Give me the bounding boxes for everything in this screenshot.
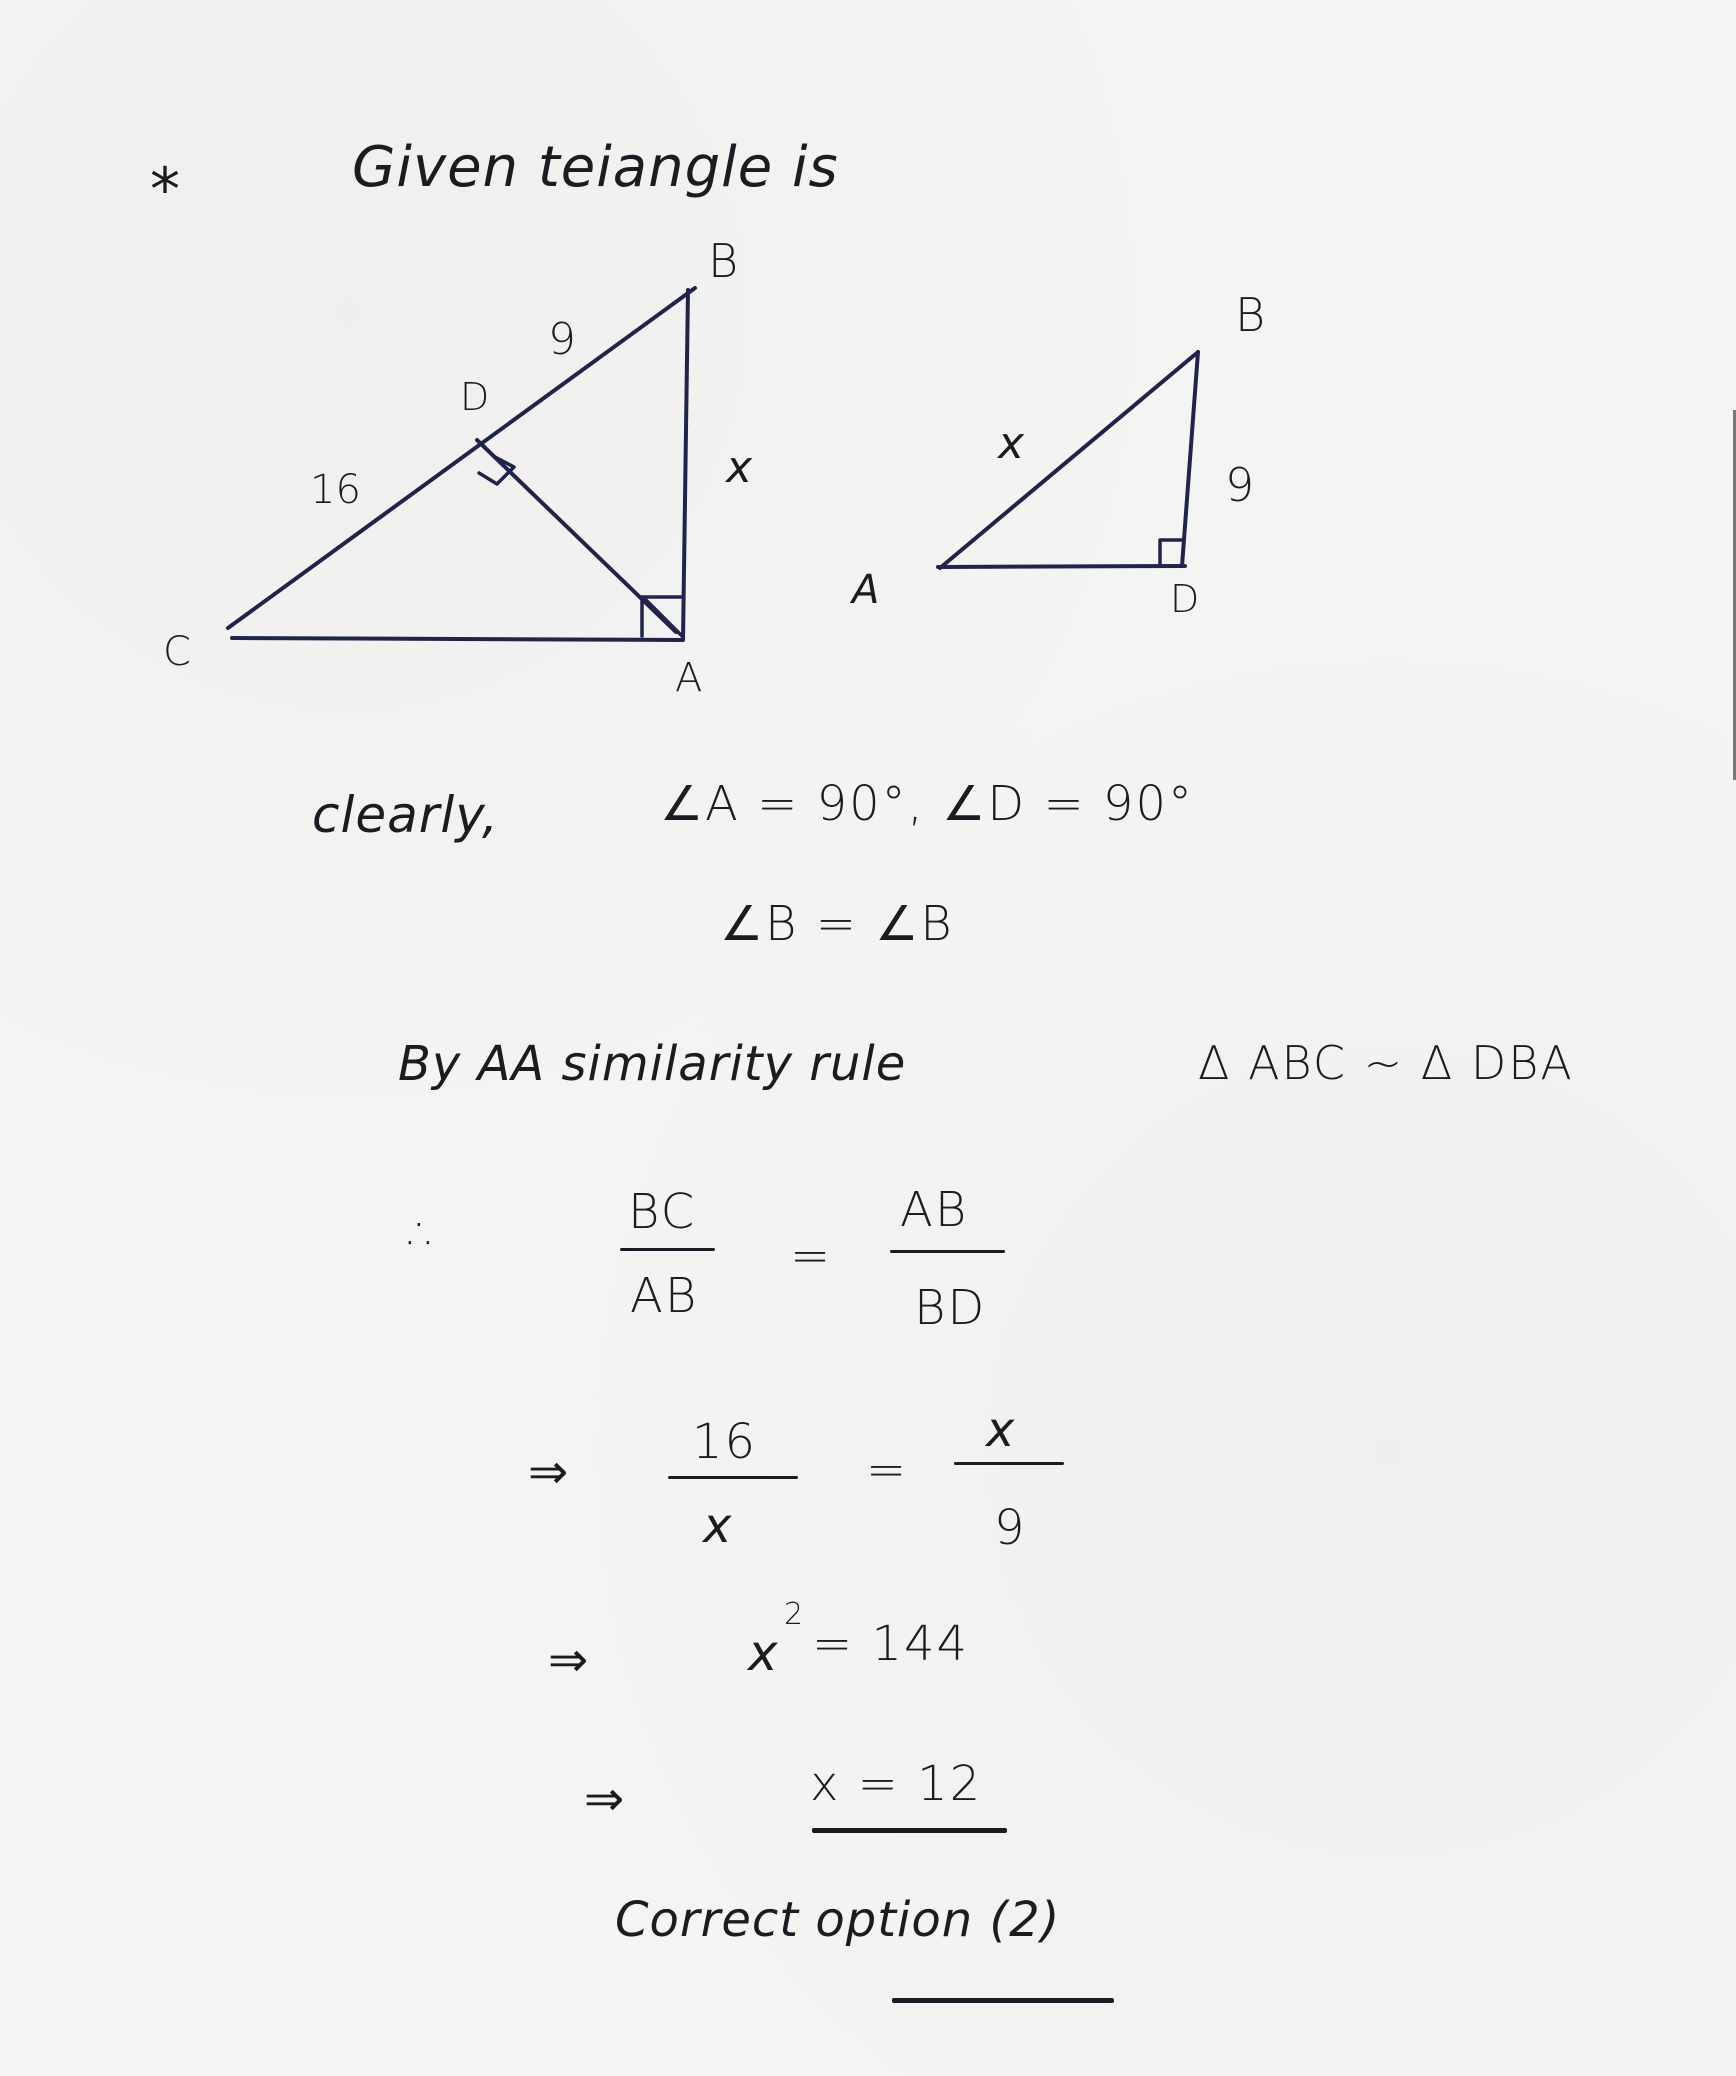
label-c1: C (163, 629, 191, 675)
triangle-adb (938, 352, 1198, 568)
right-angle-mark-a (641, 597, 682, 636)
square-lhs: x (748, 1624, 780, 1682)
ratio1-left-numerator: BC (628, 1184, 697, 1240)
answer-text: Correct option (2) (615, 1892, 1061, 1948)
ratio1-right-numerator: AB (900, 1182, 969, 1238)
label-bd2-length: 9 (1225, 458, 1255, 512)
ratio2-left-numerator: 16 (692, 1414, 758, 1470)
implies-arrow-2: ⇒ (548, 1632, 591, 1688)
ratio2-right-bar (954, 1462, 1064, 1465)
therefore-symbol: ∴ (408, 1206, 441, 1262)
ratio2-equals: = (866, 1442, 909, 1498)
similarity-statement: Δ ABC ~ Δ DBA (1198, 1036, 1574, 1090)
right-angle-mark-d2 (1160, 540, 1182, 566)
heading-text: Given teiangle is (352, 135, 839, 200)
ratio2-left-denominator: x (703, 1498, 734, 1554)
square-rhs: = 144 (812, 1616, 970, 1672)
square-exponent: 2 (784, 1597, 806, 1632)
label-b2: B (1235, 288, 1266, 342)
heading-marker: * (150, 155, 181, 225)
label-d2: D (1170, 577, 1200, 621)
ratio2-right-numerator: x (986, 1402, 1017, 1458)
ratio1-right-denominator: BD (914, 1280, 987, 1336)
label-a2: A (852, 567, 880, 613)
ratio2-left-bar (668, 1476, 798, 1479)
label-ab2-length: x (998, 418, 1025, 469)
similarity-rule-text: By AA similarity rule (398, 1036, 907, 1092)
clearly-label: clearly, (312, 786, 499, 844)
ratio2-right-denominator: 9 (994, 1500, 1027, 1556)
triangle-abc (228, 288, 695, 640)
triangle-diagrams (0, 0, 1736, 760)
label-bd-length: 9 (548, 314, 576, 365)
implies-arrow-1: ⇒ (528, 1444, 571, 1500)
ratio1-right-bar (890, 1250, 1005, 1253)
label-b1: B (708, 234, 739, 288)
ratio1-left-bar (620, 1248, 715, 1251)
label-ab-length: x (726, 442, 753, 493)
angle-b-statement: ∠B = ∠B (720, 896, 954, 952)
ratio1-equals: = (790, 1228, 833, 1284)
result-value: x = 12 (810, 1756, 983, 1812)
implies-arrow-3: ⇒ (584, 1771, 627, 1827)
label-a1: A (675, 655, 703, 701)
label-d1: D (460, 375, 490, 419)
result-underline (812, 1828, 1007, 1833)
angle-statement: ∠A = 90°, ∠D = 90° (660, 776, 1194, 832)
ratio1-left-denominator: AB (630, 1268, 699, 1324)
label-dc-length: 16 (310, 467, 361, 513)
answer-underline (892, 1998, 1114, 2003)
